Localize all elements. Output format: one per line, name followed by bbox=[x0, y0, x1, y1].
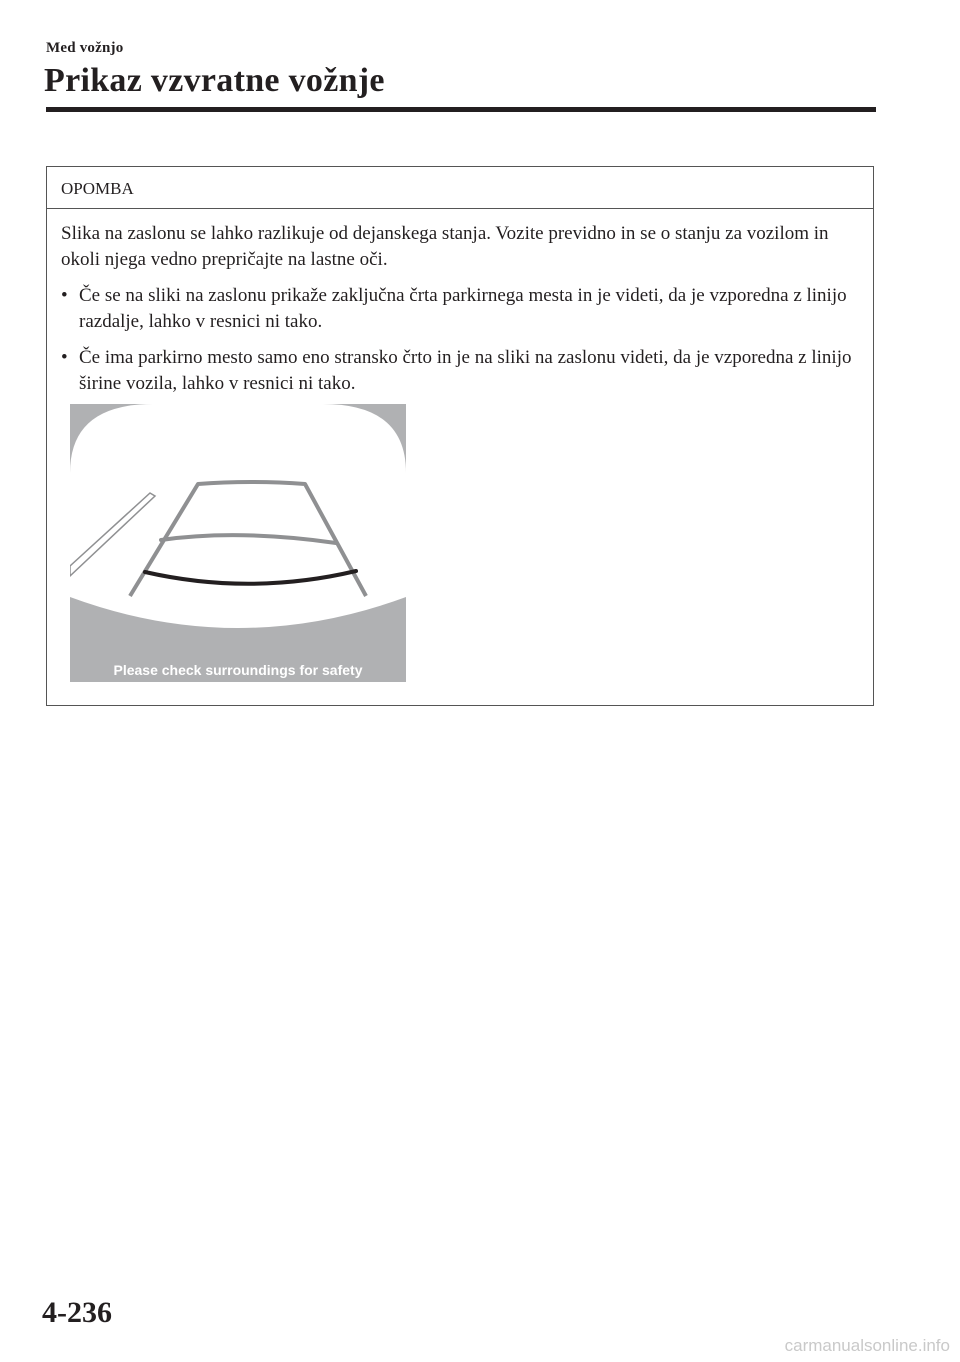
bullet-list bbox=[61, 283, 853, 397]
bullet-icon: • bbox=[61, 285, 68, 306]
page-number: 4-236 bbox=[42, 1296, 112, 1329]
section-label: Med vožnjo bbox=[46, 40, 124, 56]
list-item bbox=[61, 283, 853, 335]
safety-caption: Please check surroundings for safety bbox=[113, 662, 363, 678]
watermark: carmanualsonline.info bbox=[784, 1336, 950, 1355]
page-title: Prikaz vzvratne vožnje bbox=[44, 62, 385, 99]
camera-view-area bbox=[70, 404, 406, 628]
list-item-text: Če se na sliki na zaslonu prikaže zaključna črta parkirnega mesta in je videti, da je vzporedna z linijo razdalje, lahko v resnici ni tako. bbox=[79, 285, 847, 332]
note-body bbox=[47, 209, 873, 397]
note-heading: OPOMBA bbox=[47, 167, 873, 209]
title-rule bbox=[46, 107, 876, 112]
list-item-text: Če ima parkirno mesto samo eno stransko črto in je na sliki na zaslonu videti, da je vzporedna z linijo širine vozila, lahko v resnici ni tako. bbox=[79, 347, 852, 394]
rear-view-camera-illustration bbox=[70, 404, 406, 682]
note-intro: Slika na zaslonu se lahko razlikuje od dejanskega stanja. Vozite previdno in se o stanju za vozilom in okoli njega vedno prepričajte na lastne oči. bbox=[61, 223, 829, 270]
list-item bbox=[61, 345, 853, 397]
camera-screen-svg bbox=[70, 404, 406, 682]
bullet-icon: • bbox=[61, 347, 68, 368]
